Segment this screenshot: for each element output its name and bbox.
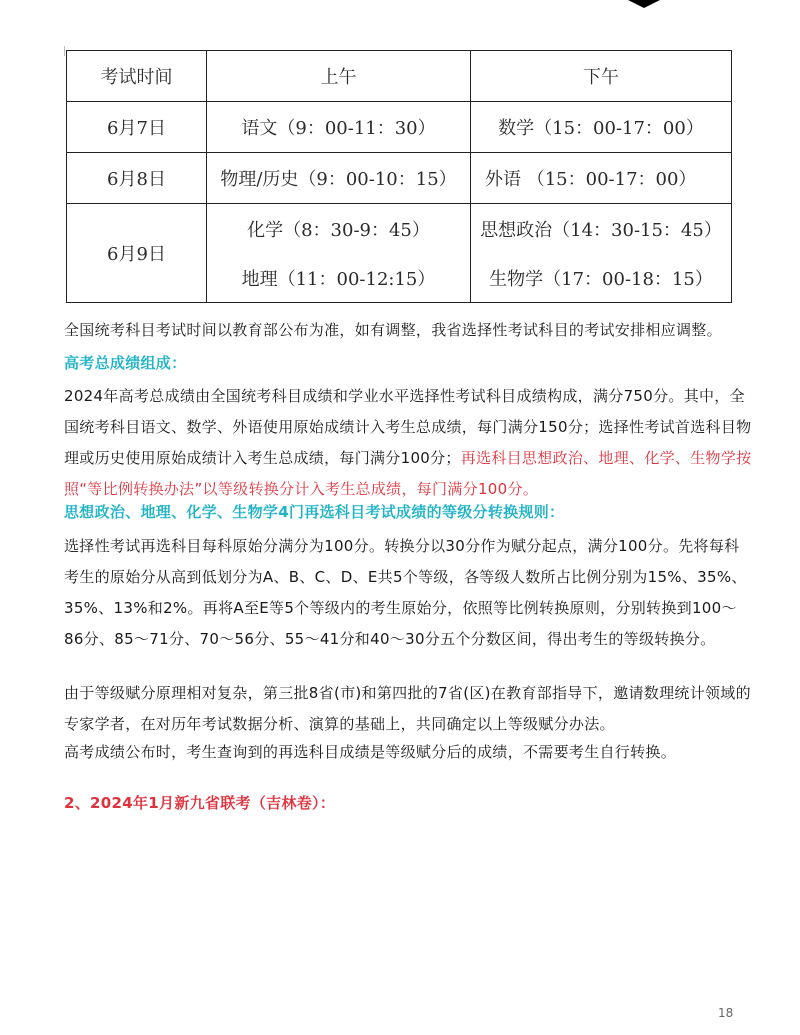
header-morning: 上午 (207, 51, 471, 102)
section-heading-jilin: 2、2024年1月新九省联考（吉林卷）： (64, 794, 336, 812)
table-row (67, 204, 732, 303)
section-heading-conversion-rules: 思想政治、地理、化学、生物学4门再选科目考试成绩的等级分转换规则： (64, 503, 565, 521)
morning-cell: 物理/历史（9：00-10：15） (207, 153, 471, 204)
date-cell: 6月9日 (67, 204, 207, 303)
afternoon-cell: 外语 （15：00-17：00） (471, 153, 732, 204)
score-publication-paragraph: 高考成绩公布时，考生查询到的再选科目成绩是等级赋分后的成绩，不需要考生自行转换。 (64, 743, 677, 761)
total-score-highlight: 再选科目思想政治、地理、化学、生物学按照“等比例转换办法”以等级转换分计入考生总成绩，每门满分100分。 (64, 449, 752, 498)
morning-cell (207, 204, 471, 303)
table-header-row (67, 51, 732, 102)
header-exam-time: 考试时间 (67, 51, 207, 102)
total-score-paragraph (64, 381, 754, 505)
conversion-rules-paragraph: 选择性考试再选科目每科原始分满分为100分。转换分以30分作为赋分起点，满分100分。先将每科考生的原始分从高到低划分为A、B、C、D、E共5个等级，各等级人数所占比例分别为15%、35%、35%、13%和2%。再将A至E等5个等级内的考生原始分，依照等比例转换原则，分别转换到100～86分、85～71分、70～56分、55～41分和40～30分五个分数区间，得出考生的等级转换分。 (64, 537, 747, 648)
morning-subject: 化学（8：30-9：45） (247, 219, 430, 241)
afternoon-subject: 生物学（17：00-18：15） (489, 268, 713, 290)
date-cell: 6月8日 (67, 153, 207, 204)
table-row (67, 102, 732, 153)
section-heading-total-score: 高考总成绩组成： (64, 354, 187, 372)
morning-subject: 地理（11：00-12:15） (241, 268, 436, 290)
header-afternoon: 下午 (471, 51, 732, 102)
grading-origin-paragraph: 由于等级赋分原理相对复杂，第三批8省(市)和第四批的7省(区)在教育部指导下，邀请数理统计领域的专家学者，在对历年考试数据分析、演算的基础上，共同确定以上等级赋分办法。 (64, 684, 751, 733)
afternoon-cell (471, 204, 732, 303)
total-score-text: 2024年高考总成绩由全国统考科目成绩和学业水平选择性考试科目成绩构成，满分750分。其中，全国统考科目语文、数学、外语使用原始成绩计入考生总成绩，每门满分150分；选择性考试首选科目物理或历史使用原始成绩计入考生总成绩，每门满分100分； (64, 387, 752, 467)
date-cell: 6月7日 (67, 102, 207, 153)
afternoon-subject: 思想政治（14：30-15：45） (480, 219, 722, 241)
morning-cell: 语文（9：00-11：30） (207, 102, 471, 153)
page-number: 18 (718, 1006, 734, 1020)
table-row (67, 153, 732, 204)
crop-tick (64, 46, 65, 56)
exam-schedule-table (66, 50, 732, 303)
afternoon-cell: 数学（15：00-17：00） (471, 102, 732, 153)
schedule-note: 全国统考科目考试时间以教育部公布为准，如有调整，我省选择性考试科目的考试安排相应调整。 (64, 321, 722, 339)
corner-mark (628, 0, 660, 8)
